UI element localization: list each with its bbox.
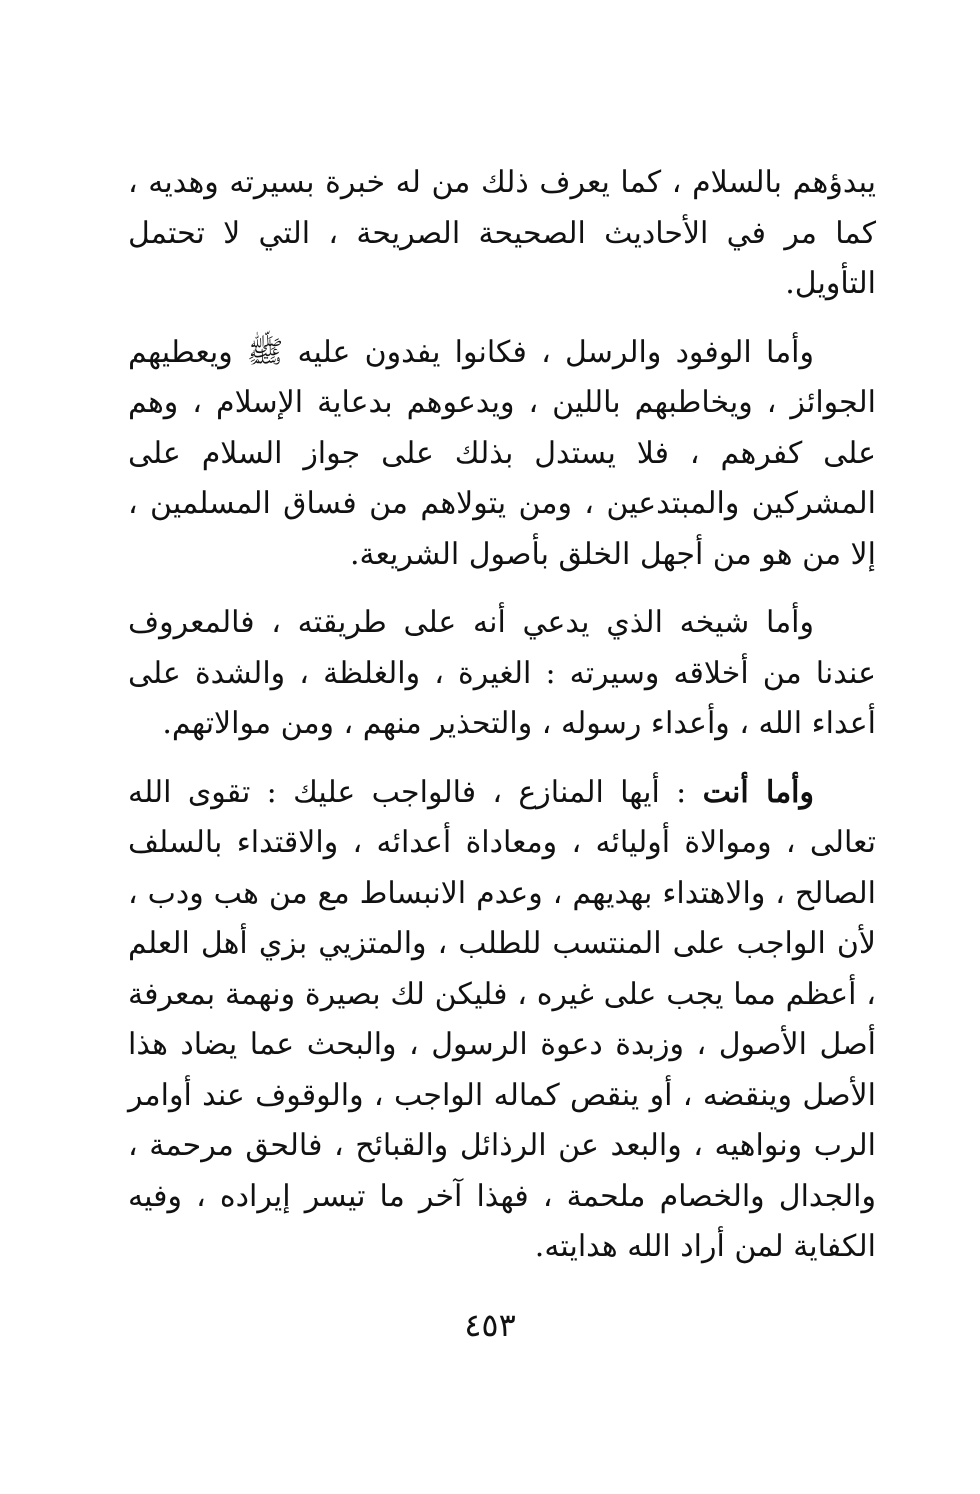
paragraph-3 <box>128 598 876 750</box>
paragraph-1-text: يبدؤهم بالسلام ، كما يعرف ذلك من له خبرة بسيرته وهديه ، كما مر في الأحاديث الصحيحة الصريحة ، التي لا تحتمل التأويل. <box>128 165 876 301</box>
paragraph-3-text: وأما شيخه الذي يدعي أنه على طريقته ، فالمعروف عندنا من أخلاقه وسيرته : الغيرة ، والغلظة ، والشدة على أعداء الله ، وأعداء رسوله ، والتحذير منهم ، ومن موالاتهم. <box>128 605 876 741</box>
paragraph-4-text: : أيها المنازع ، فالواجب عليك : تقوى الله تعالى ، وموالاة أوليائه ، ومعاداة أعدائه ، والاقتداء بالسلف الصالح ، والاهتداء بهديهم ، وعدم الانبساط مع من هب ودب ، لأن الواجب على المنتسب للطلب ، والمتزيي بزي أهل العلم ، أعظم مما يجب على غيره ، فليكن لك بصيرة ونهمة بمعرفة أصل الأصول ، وزبدة دعوة الرسول ، والبحث عما يضاد هذا الأصل وينقضه ، أو ينقص كماله الواجب ، والوقوف عند أوامر الرب ونواهيه ، والبعد عن الرذائل والقبائح ، فالحق مرحمة ، والجدال والخصام ملحمة ، فهذا آخر ما تيسر إيراده ، وفيه الكفاية لمن أراد الله هدايته. <box>128 774 876 1264</box>
page-number: ٤٥٣ <box>464 1306 516 1344</box>
body-text <box>128 158 876 1291</box>
paragraph-2-text: وأما الوفود والرسل ، فكانوا يفدون عليه ﷺ ويعطيهم الجوائز ، ويخاطبهم باللين ، ويدعوهم بدعاية الإسلام ، وهم على كفرهم ، فلا يستدل بذلك على جواز السلام على المشركين والمبتدعين ، ومن يتولاهم من فساق المسلمين ، إلا من هو من أجهل الخلق بأصول الشريعة. <box>128 334 876 572</box>
paragraph-4 <box>128 768 876 1273</box>
paragraph-4-lead: وأما أنت <box>702 774 814 810</box>
paragraph-2 <box>128 328 876 581</box>
paragraph-1 <box>128 158 876 310</box>
